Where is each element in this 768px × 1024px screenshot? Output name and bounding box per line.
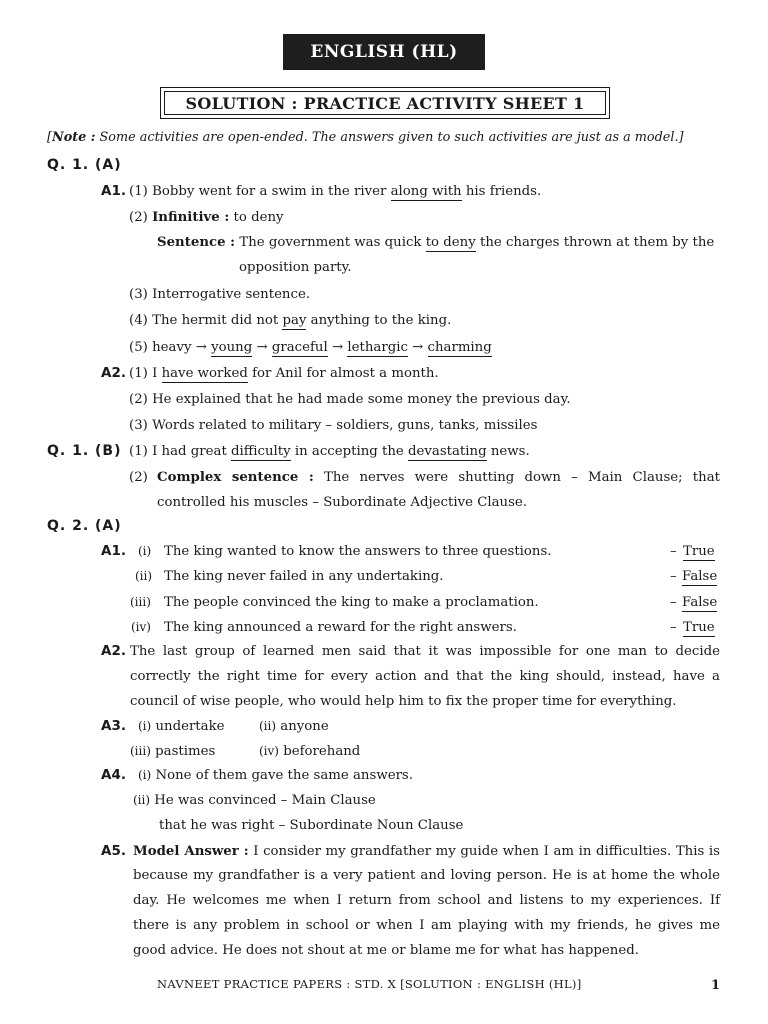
item-number: (3) (129, 418, 148, 433)
note-text: Some activities are open-ended. The answers given to such activities are just as a model.] (95, 130, 684, 145)
tf-statement: The king never failed in any undertaking. (164, 569, 444, 584)
q1a-a1-item4 (129, 313, 451, 328)
q1a-heading: Q. 1. (A) (47, 157, 122, 173)
underlined-answer: along with (390, 184, 462, 199)
item-text: pastimes (155, 744, 216, 759)
q1b-item2 (157, 470, 720, 485)
underlined-answer: devastating (408, 444, 487, 459)
underlined-answer: lethargic (347, 340, 408, 355)
item-text: Words related to military – soldiers, guns, tanks, missiles (152, 418, 538, 433)
tf-dash: – (670, 595, 677, 610)
item-text: in accepting the (290, 444, 408, 459)
item-text: to deny (229, 210, 284, 225)
note-line: [Note : Some activities are open-ended. The answers given to such activities are just as a model.] (47, 130, 684, 145)
q2a-a1-label: A1. (101, 543, 126, 559)
item-text: beforehand (283, 744, 361, 759)
q2a-a4-label: A4. (101, 767, 126, 783)
item-number: (2) (129, 392, 148, 407)
tf-answer: True (683, 620, 715, 635)
item-number: (5) (129, 340, 148, 355)
tf-num: (iii) (130, 595, 151, 609)
q2a-a5-line: day. He welcomes me when I return from school and listens to my experiences. If (133, 893, 720, 908)
q1b-item2-num: (2) (129, 470, 148, 485)
page-title: ENGLISH (HL) (283, 34, 485, 70)
arrow-icon: → (412, 340, 424, 355)
q1a-a1-item3 (129, 287, 310, 302)
item-key: Infinitive : (152, 210, 230, 225)
a3-item (259, 744, 360, 759)
arrow-icon: → (256, 340, 268, 355)
word: heavy (152, 340, 192, 355)
q2a-a5-line: good advice. He does not shout at me or blame me for what has happened. (133, 943, 639, 958)
item-text: his friends. (461, 184, 542, 199)
item-number: (ii) (133, 793, 151, 807)
item-key: Sentence : (157, 235, 236, 250)
q1b-heading: Q. 1. (B) (47, 443, 122, 459)
q1a-a2-item1 (129, 366, 439, 381)
item-text: He was convinced – Main Clause (154, 793, 376, 808)
q2a-a3-label: A3. (101, 718, 126, 734)
tf-num: (ii) (135, 569, 153, 583)
underlined-answer: to deny (425, 235, 476, 250)
q2a-a2-label: A2. (101, 643, 126, 659)
item-text: undertake (155, 719, 225, 734)
item-number: (1) (129, 184, 148, 199)
tf-answer: False (682, 569, 718, 584)
tf-answer: False (682, 595, 718, 610)
tf-statement: The king announced a reward for the right answers. (164, 620, 517, 635)
item-key: Complex sentence : (157, 470, 314, 485)
q1a-a2-label: A2. (101, 365, 126, 381)
tf-dash: – (670, 620, 677, 635)
item-text: The nerves were shutting down – Main Clause; that (313, 470, 720, 485)
arrow-icon: → (195, 340, 207, 355)
tf-dash: – (670, 569, 677, 584)
a3-item (130, 744, 215, 759)
tf-dash: – (670, 544, 677, 559)
item-text: for Anil for almost a month. (247, 366, 439, 381)
q1a-a1-sentence-cont: opposition party. (239, 260, 352, 275)
tf-num: (iv) (131, 620, 151, 634)
item-number: (3) (129, 287, 148, 302)
item-text: None of them gave the same answers. (155, 768, 413, 783)
item-text: I had great (152, 444, 232, 459)
q1b-item1 (129, 444, 530, 459)
q1a-a2-item3 (129, 418, 537, 433)
item-text: Bobby went for a swim in the river (152, 184, 391, 199)
underlined-answer: pay (282, 313, 307, 328)
item-text: I (152, 366, 162, 381)
footer-text: NAVNEET PRACTICE PAPERS : STD. X [SOLUTION : ENGLISH (HL)] (157, 977, 582, 991)
a4-item (138, 768, 413, 783)
item-text: the charges thrown at them by the (475, 235, 715, 250)
q2a-a5-line: because my grandfather is a very patient and loving person. He is at home the whole (133, 868, 720, 883)
tf-num: (i) (138, 544, 152, 558)
note-label: Note : (52, 130, 96, 145)
page-number: 1 (711, 978, 721, 993)
item-text: The hermit did not (152, 313, 283, 328)
q2a-a2-line: The last group of learned men said that it was impossible for one man to decide (130, 644, 720, 659)
item-text: I consider my grandfather my guide when I am in difficulties. This is (248, 844, 720, 859)
item-key: Model Answer : (133, 844, 249, 859)
item-number: (iii) (130, 744, 151, 758)
item-number: (ii) (259, 719, 277, 733)
q2a-a2-line: council of wise people, who would help him to fix the proper time for everything. (130, 694, 677, 709)
underlined-answer: difficulty (231, 444, 291, 459)
q1a-a2-item2 (129, 392, 571, 407)
q2a-a5-line (133, 844, 720, 859)
item-text: anyone (280, 719, 329, 734)
q1a-a1-item5 (129, 340, 492, 355)
item-number: (iv) (259, 744, 279, 758)
item-number: (2) (129, 210, 148, 225)
item-number: (1) (129, 366, 148, 381)
tf-statement: The people convinced the king to make a proclamation. (164, 595, 539, 610)
q2a-heading: Q. 2. (A) (47, 518, 122, 534)
underlined-answer: graceful (271, 340, 328, 355)
q2a-a5-label: A5. (101, 843, 126, 859)
item-text: The government was quick (235, 235, 426, 250)
tf-answer: True (683, 544, 715, 559)
q1a-a1-label: A1. (101, 183, 126, 199)
arrow-icon: → (331, 340, 344, 355)
page-subtitle: SOLUTION : PRACTICE ACTIVITY SHEET 1 (164, 91, 606, 115)
item-text: anything to the king. (306, 313, 452, 328)
underlined-answer: young (211, 340, 253, 355)
q2a-a2-line: correctly the right time for every action and that the king should, instead, have a (130, 669, 720, 684)
q1a-a1-item2 (129, 210, 284, 225)
underlined-answer: charming (427, 340, 492, 355)
a3-item (138, 719, 225, 734)
tf-statement: The king wanted to know the answers to three questions. (164, 544, 552, 559)
q1b-item2-cont: controlled his muscles – Subordinate Adjective Clause. (157, 495, 528, 510)
q1a-a1-item1 (129, 184, 541, 199)
item-number: (i) (138, 719, 152, 733)
subtitle-frame (160, 87, 610, 119)
a4-item (133, 793, 376, 808)
item-text: He explained that he had made some money the previous day. (152, 392, 571, 407)
item-number: (1) (129, 444, 148, 459)
item-text: Interrogative sentence. (152, 287, 311, 302)
a4-item-cont: that he was right – Subordinate Noun Clause (159, 818, 464, 833)
q1a-a1-sentence (157, 235, 714, 250)
a3-item (259, 719, 329, 734)
item-text: news. (486, 444, 530, 459)
q2a-a5-line: there is any problem in school or when I am playing with my friends, he gives me (133, 918, 720, 933)
underlined-answer: have worked (161, 366, 248, 381)
item-number: (i) (138, 768, 152, 782)
item-number: (4) (129, 313, 148, 328)
